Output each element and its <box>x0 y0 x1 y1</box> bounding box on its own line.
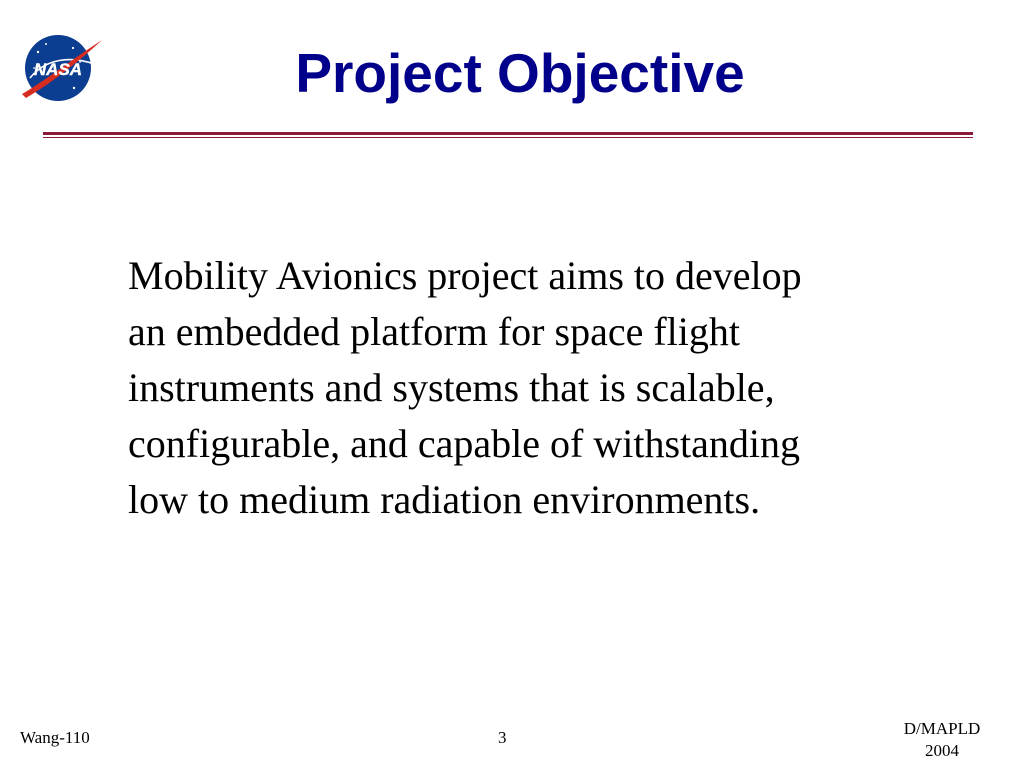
objective-line: low to medium radiation environments. <box>128 477 761 522</box>
objective-paragraph <box>128 248 928 528</box>
title-divider-thick <box>43 132 973 135</box>
objective-line: an embedded platform for space flight <box>128 309 740 354</box>
footer-conference-year: 2004 <box>925 741 959 760</box>
objective-line: instruments and systems that is scalable, <box>128 365 775 410</box>
logo-text: NASA <box>33 60 83 79</box>
title-divider-thin <box>43 137 973 138</box>
footer-conference-name: D/MAPLD <box>903 719 981 738</box>
objective-line: configurable, and capable of withstanding <box>128 421 800 466</box>
page-title: Project Objective <box>295 42 745 104</box>
footer-author: Wang-110 <box>20 728 90 747</box>
footer-conference <box>882 718 1002 762</box>
objective-line: Mobility Avionics project aims to develop <box>128 253 802 298</box>
footer-page-number: 3 <box>498 728 507 747</box>
